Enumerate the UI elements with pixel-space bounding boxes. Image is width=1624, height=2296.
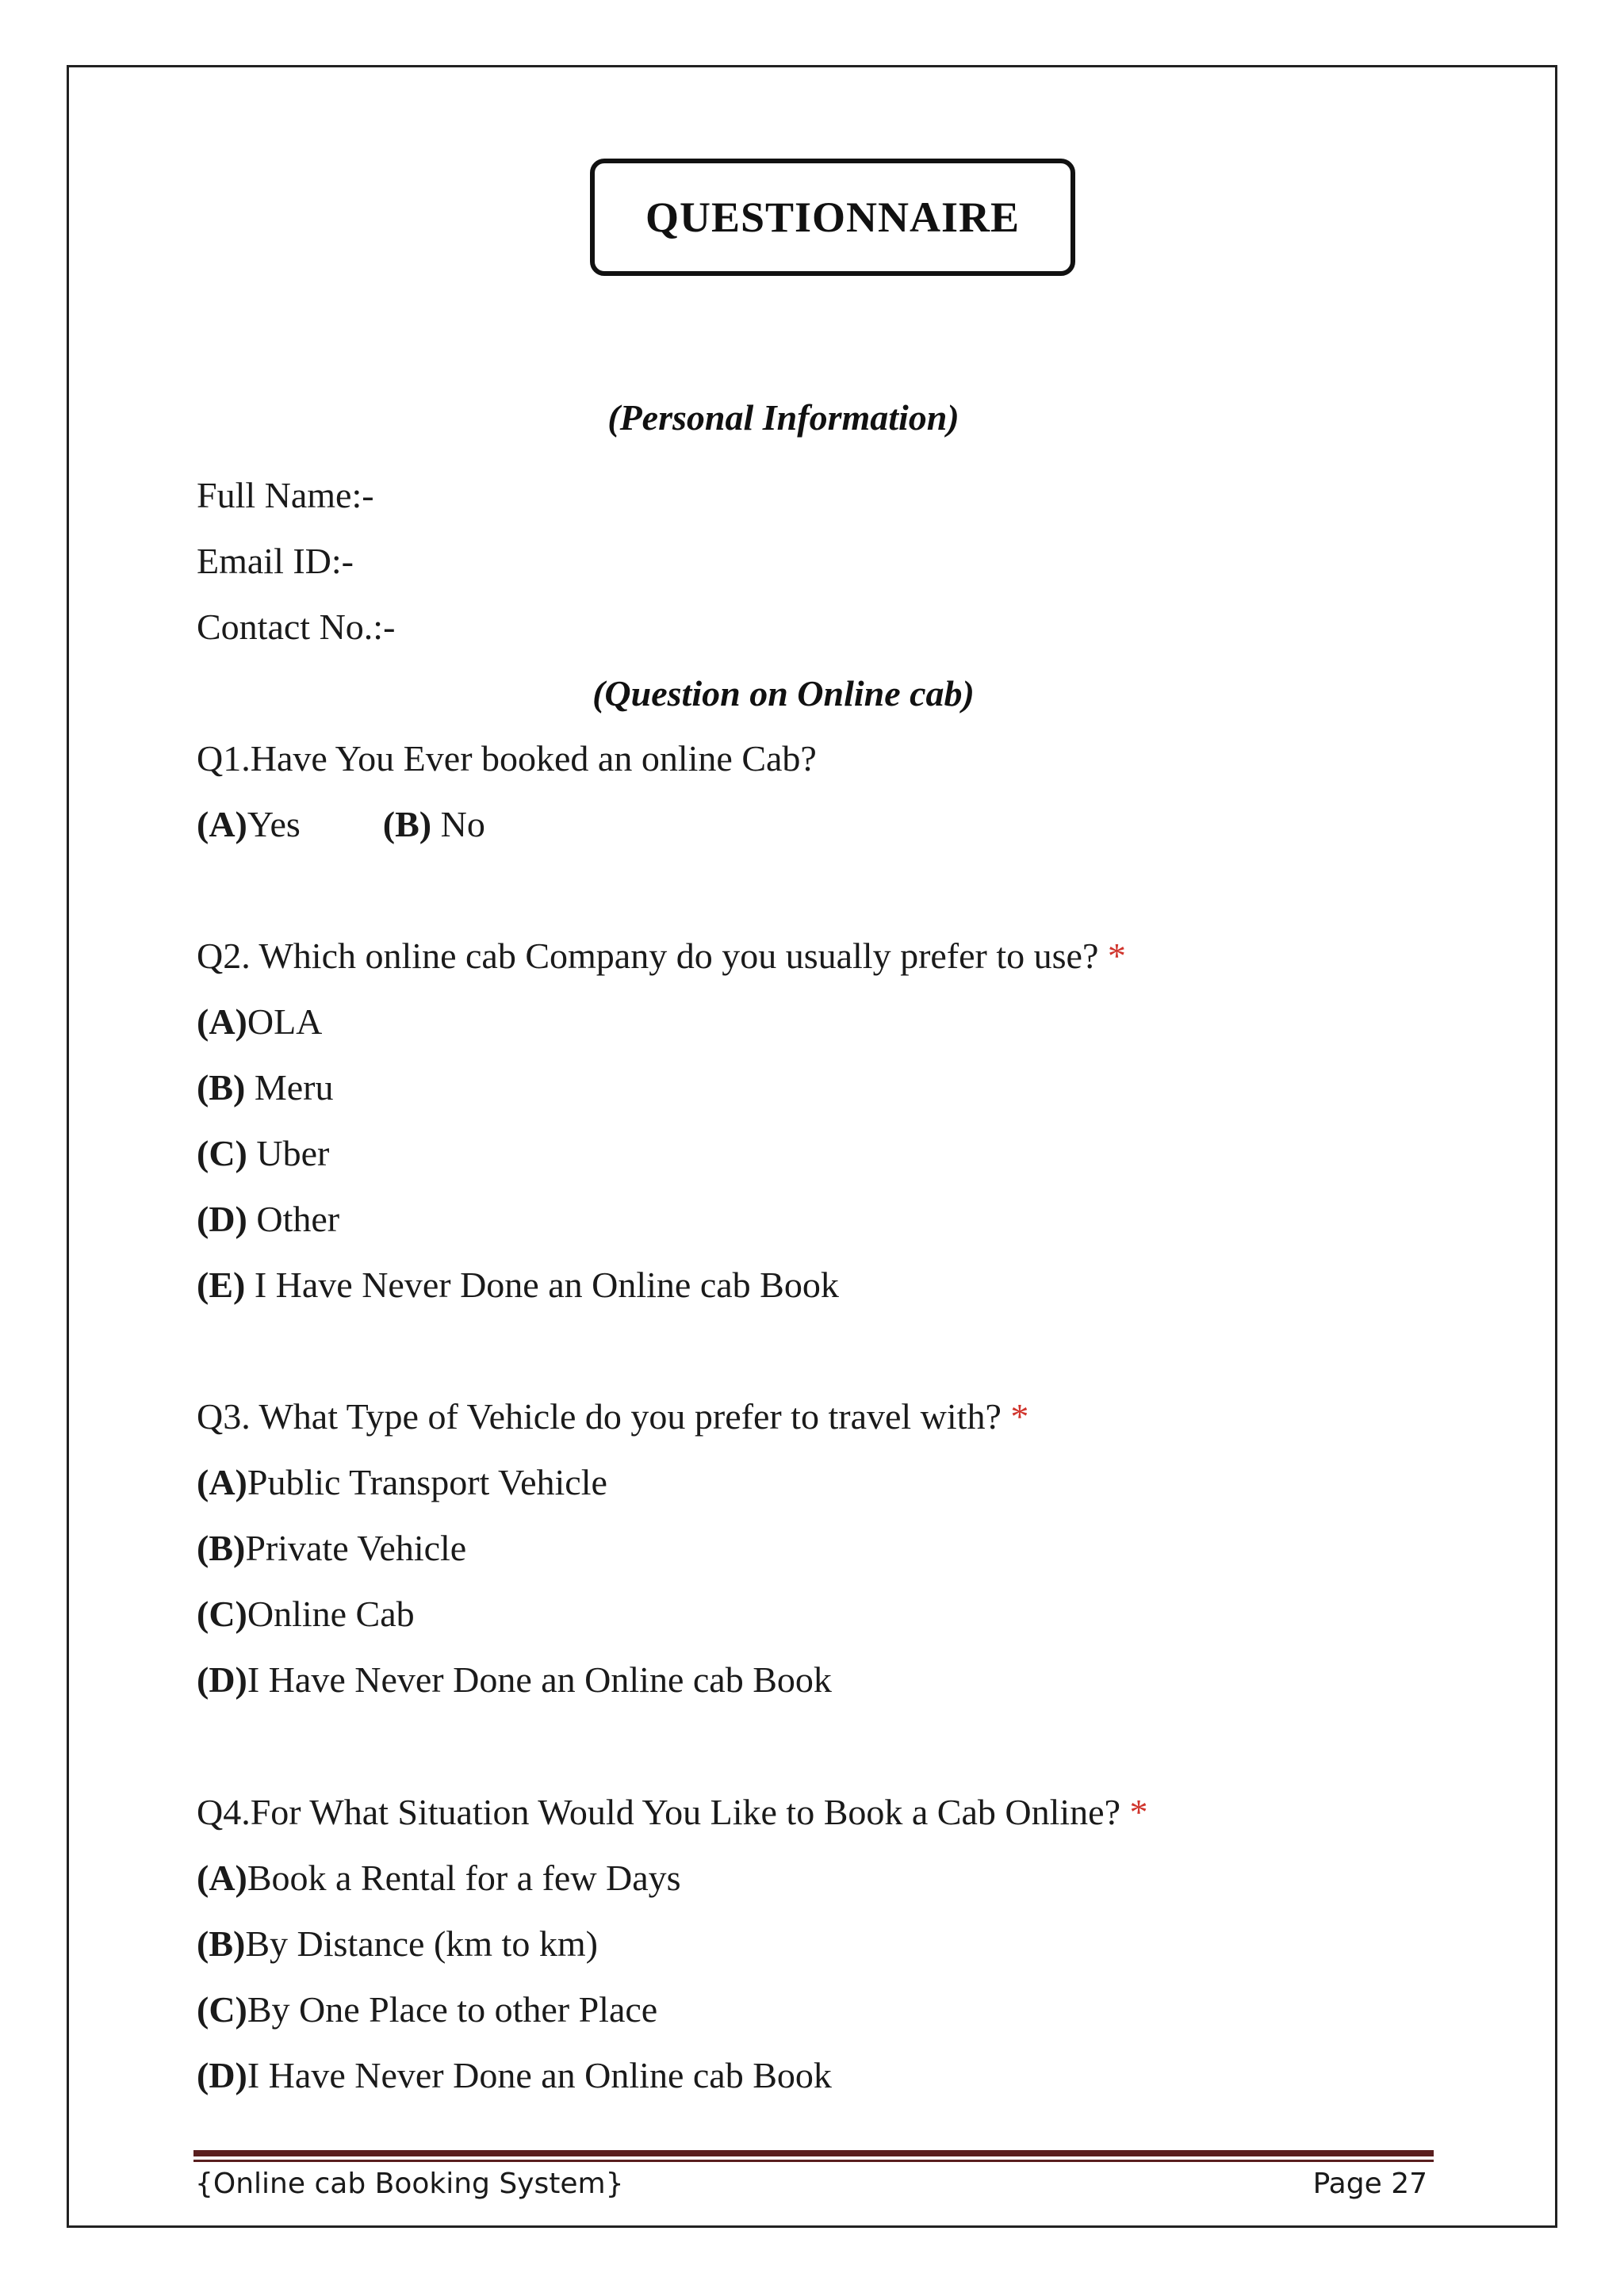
option-text: I Have Never Done an Online cab Book — [247, 2055, 832, 2095]
q1-option-a — [197, 804, 301, 844]
q2-option-a — [197, 1001, 323, 1042]
option-text: Online Cab — [247, 1594, 415, 1634]
option-label: (D) — [197, 1199, 247, 1239]
full-name-label: Full Name:- — [197, 475, 374, 515]
q3-question — [197, 1396, 1029, 1437]
q3-option-b — [197, 1530, 466, 1567]
option-text: OLA — [247, 1001, 323, 1042]
footer-rule — [193, 2150, 1434, 2156]
q4-option-c — [197, 1989, 658, 2030]
option-text: I Have Never Done an Online cab Book — [247, 1659, 832, 1700]
q4-option-d — [197, 2057, 832, 2094]
option-text: Book a Rental for a few Days — [247, 1858, 681, 1898]
q2-question-text: Q2. Which online cab Company do you usually prefer to use? — [197, 936, 1108, 976]
option-label: (C) — [197, 1594, 247, 1634]
option-label: (E) — [197, 1265, 246, 1305]
option-label: (B) — [197, 1067, 246, 1108]
option-label: (C) — [197, 1133, 247, 1173]
required-mark: * — [1129, 1792, 1148, 1832]
option-label: (D) — [197, 2055, 247, 2095]
option-text: By One Place to other Place — [247, 1989, 658, 2030]
option-text: No — [431, 804, 485, 844]
required-mark: * — [1107, 936, 1126, 976]
option-label: (C) — [197, 1989, 247, 2030]
q4-question — [197, 1794, 1148, 1831]
q2-question — [197, 938, 1126, 974]
contact-label: Contact No.:- — [197, 607, 396, 647]
option-label: (A) — [197, 1858, 247, 1898]
page-title: QUESTIONNAIRE — [645, 193, 1021, 241]
personal-info-heading: (Personal Information) — [607, 397, 959, 438]
footer-project-title: {Online cab Booking System} — [195, 2168, 624, 2200]
q1-options — [197, 806, 485, 843]
q4-option-a — [197, 1860, 681, 1896]
option-text: Public Transport Vehicle — [247, 1462, 607, 1502]
option-label: (B) — [382, 804, 432, 844]
q1-option-b — [383, 804, 485, 844]
option-text: I Have Never Done an Online cab Book — [245, 1265, 839, 1305]
option-text: By Distance (km to km) — [245, 1923, 598, 1964]
option-text: Other — [247, 1199, 340, 1239]
q2-option-c — [197, 1135, 329, 1172]
q2-option-d — [197, 1201, 339, 1238]
option-text: Uber — [247, 1133, 330, 1173]
q3-question-text: Q3. What Type of Vehicle do you prefer to travel with? — [197, 1396, 1011, 1437]
footer-rule-thin — [193, 2160, 1434, 2162]
q4-question-text: Q4.For What Situation Would You Like to Book a Cab Online? — [197, 1792, 1130, 1832]
option-text: Private Vehicle — [245, 1528, 467, 1568]
option-label: (A) — [197, 1001, 247, 1042]
email-label: Email ID:- — [197, 541, 354, 581]
q1-question: Q1.Have You Ever booked an online Cab? — [197, 738, 817, 779]
option-label: (A) — [197, 1462, 247, 1502]
option-text: Yes — [247, 804, 301, 844]
option-label: (A) — [197, 804, 247, 844]
option-label: (B) — [197, 1923, 246, 1964]
q2-option-e — [197, 1267, 839, 1303]
footer-page-number: Page 27 — [1312, 2168, 1427, 2200]
questions-heading: (Question on Online cab) — [592, 673, 975, 714]
title-box — [590, 159, 1075, 276]
q4-option-b — [197, 1923, 598, 1964]
q3-option-c — [197, 1596, 415, 1632]
option-label: (D) — [197, 1659, 247, 1700]
option-text: Meru — [245, 1067, 334, 1108]
q3-option-a — [197, 1464, 607, 1501]
required-mark: * — [1010, 1396, 1029, 1437]
q2-option-b — [197, 1067, 334, 1108]
q3-option-d — [197, 1659, 832, 1700]
option-label: (B) — [197, 1528, 246, 1568]
